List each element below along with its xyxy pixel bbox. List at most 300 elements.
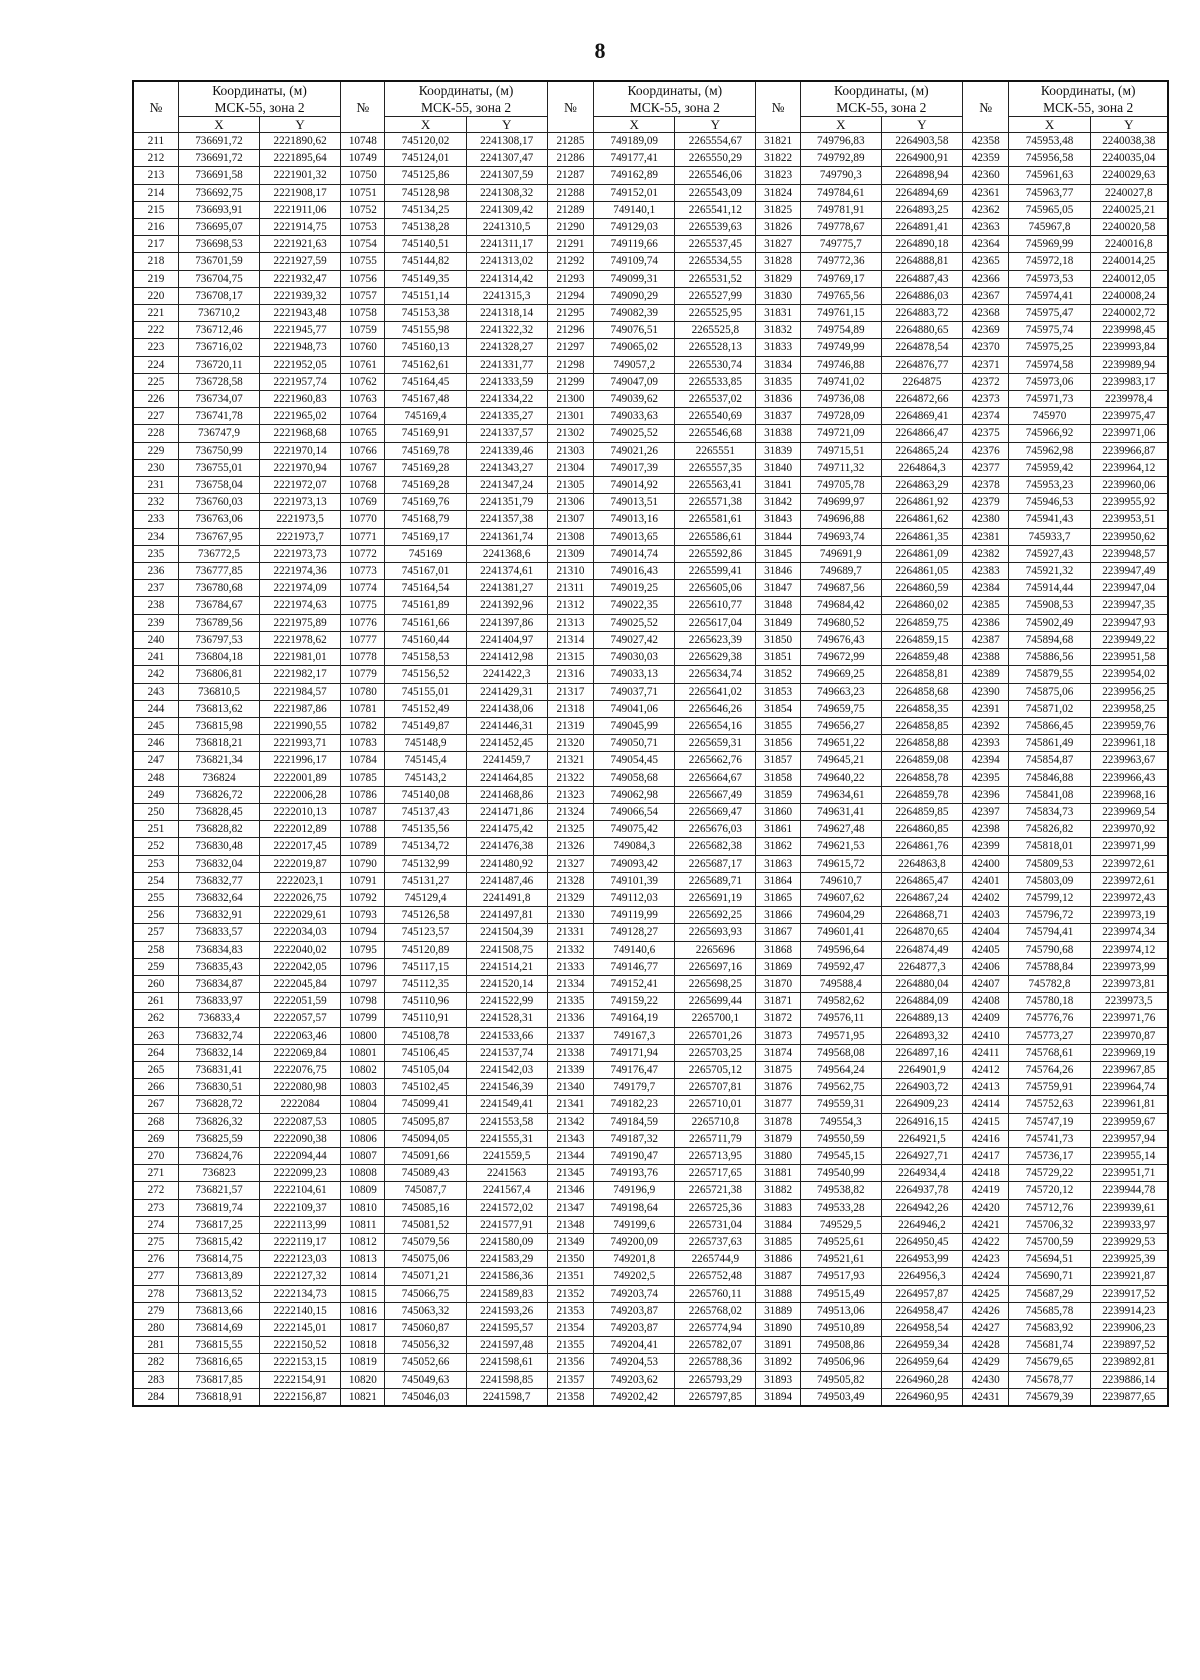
point-number-cell: 31843 xyxy=(756,511,800,528)
x-coordinate-cell: 736814,69 xyxy=(178,1320,259,1337)
x-coordinate-cell: 745679,39 xyxy=(1009,1388,1090,1406)
x-coordinate-cell: 745148,9 xyxy=(385,735,466,752)
x-coordinate-cell: 749022,35 xyxy=(594,597,675,614)
table-row xyxy=(133,1010,1168,1027)
x-coordinate-cell: 745973,06 xyxy=(1009,373,1090,390)
point-number-cell: 21303 xyxy=(547,442,594,459)
table-row xyxy=(133,683,1168,700)
y-coordinate-cell: 2264874,49 xyxy=(881,941,962,958)
column-header-coordinates xyxy=(594,81,756,117)
x-coordinate-cell: 736797,53 xyxy=(178,631,259,648)
point-number-cell: 31849 xyxy=(756,614,800,631)
point-number-cell: 21326 xyxy=(547,838,594,855)
y-coordinate-cell: 2221890,62 xyxy=(260,133,341,150)
x-coordinate-cell: 745679,65 xyxy=(1009,1354,1090,1371)
table-row xyxy=(133,253,1168,270)
point-number-cell: 42384 xyxy=(962,580,1009,597)
point-number-cell: 21318 xyxy=(547,700,594,717)
x-coordinate-cell: 745091,66 xyxy=(385,1147,466,1164)
y-coordinate-cell: 2222134,73 xyxy=(260,1285,341,1302)
x-coordinate-cell: 736704,75 xyxy=(178,270,259,287)
x-coordinate-cell: 745712,76 xyxy=(1009,1199,1090,1216)
y-coordinate-cell: 2239983,17 xyxy=(1090,373,1168,390)
y-coordinate-cell: 2239966,87 xyxy=(1090,442,1168,459)
x-coordinate-cell: 736772,5 xyxy=(178,545,259,562)
point-number-cell: 42414 xyxy=(962,1096,1009,1113)
y-coordinate-cell: 2222026,75 xyxy=(260,889,341,906)
y-coordinate-cell: 2222006,28 xyxy=(260,786,341,803)
x-coordinate-cell: 749749,99 xyxy=(800,339,881,356)
y-coordinate-cell: 2222090,38 xyxy=(260,1130,341,1147)
y-coordinate-cell: 2241333,59 xyxy=(466,373,547,390)
y-coordinate-cell: 2241315,3 xyxy=(466,287,547,304)
x-coordinate-cell: 745834,73 xyxy=(1009,803,1090,820)
x-coordinate-cell: 736832,74 xyxy=(178,1027,259,1044)
y-coordinate-cell: 2241522,99 xyxy=(466,993,547,1010)
x-coordinate-cell: 745071,21 xyxy=(385,1268,466,1285)
x-coordinate-cell: 749199,6 xyxy=(594,1216,675,1233)
point-number-cell: 247 xyxy=(133,752,178,769)
coordinates-label: Координаты, (м) xyxy=(418,83,514,98)
y-coordinate-cell: 2239989,94 xyxy=(1090,356,1168,373)
y-coordinate-cell: 2265782,07 xyxy=(675,1337,756,1354)
point-number-cell: 265 xyxy=(133,1061,178,1078)
table-row xyxy=(133,219,1168,236)
table-row xyxy=(133,184,1168,201)
y-coordinate-cell: 2265605,06 xyxy=(675,580,756,597)
y-coordinate-cell: 2241491,8 xyxy=(466,889,547,906)
y-coordinate-cell: 2265563,41 xyxy=(675,477,756,494)
point-number-cell: 10771 xyxy=(341,528,385,545)
point-number-cell: 31839 xyxy=(756,442,800,459)
x-coordinate-cell: 745975,74 xyxy=(1009,322,1090,339)
point-number-cell: 279 xyxy=(133,1302,178,1319)
x-coordinate-cell: 749693,74 xyxy=(800,528,881,545)
y-coordinate-cell: 2264860,59 xyxy=(881,580,962,597)
x-coordinate-cell: 749119,66 xyxy=(594,236,675,253)
x-coordinate-cell: 745902,49 xyxy=(1009,614,1090,631)
x-coordinate-cell: 749033,63 xyxy=(594,408,675,425)
y-coordinate-cell: 2241339,46 xyxy=(466,442,547,459)
point-number-cell: 10755 xyxy=(341,253,385,270)
y-coordinate-cell: 2221973,73 xyxy=(260,545,341,562)
x-coordinate-cell: 745089,43 xyxy=(385,1165,466,1182)
page-number: 8 xyxy=(594,38,606,63)
point-number-cell: 42368 xyxy=(962,305,1009,322)
y-coordinate-cell: 2265699,44 xyxy=(675,993,756,1010)
point-number-cell: 10802 xyxy=(341,1061,385,1078)
x-coordinate-cell: 745741,73 xyxy=(1009,1130,1090,1147)
y-coordinate-cell: 2241497,81 xyxy=(466,907,547,924)
y-coordinate-cell: 2265554,67 xyxy=(675,133,756,150)
x-coordinate-cell: 749765,56 xyxy=(800,287,881,304)
point-number-cell: 21352 xyxy=(547,1285,594,1302)
x-coordinate-cell: 745144,82 xyxy=(385,253,466,270)
x-coordinate-cell: 745158,53 xyxy=(385,649,466,666)
point-number-cell: 21311 xyxy=(547,580,594,597)
y-coordinate-cell: 2264875 xyxy=(881,373,962,390)
table-row xyxy=(133,305,1168,322)
x-coordinate-cell: 736828,45 xyxy=(178,803,259,820)
y-coordinate-cell: 2241514,21 xyxy=(466,958,547,975)
table-row xyxy=(133,872,1168,889)
point-number-cell: 257 xyxy=(133,924,178,941)
x-coordinate-cell: 745167,48 xyxy=(385,391,466,408)
table-row xyxy=(133,1302,1168,1319)
table-row xyxy=(133,717,1168,734)
y-coordinate-cell: 2264946,2 xyxy=(881,1216,962,1233)
x-coordinate-cell: 745972,18 xyxy=(1009,253,1090,270)
point-number-cell: 10820 xyxy=(341,1371,385,1388)
table-row xyxy=(133,408,1168,425)
y-coordinate-cell: 2222123,03 xyxy=(260,1251,341,1268)
y-coordinate-cell: 2264858,88 xyxy=(881,735,962,752)
point-number-cell: 21302 xyxy=(547,425,594,442)
x-coordinate-cell: 736832,04 xyxy=(178,855,259,872)
point-number-cell: 21332 xyxy=(547,941,594,958)
y-coordinate-cell: 2264861,92 xyxy=(881,494,962,511)
y-coordinate-cell: 2239921,87 xyxy=(1090,1268,1168,1285)
point-number-cell: 42361 xyxy=(962,184,1009,201)
x-coordinate-cell: 749592,47 xyxy=(800,958,881,975)
x-coordinate-cell: 745135,56 xyxy=(385,821,466,838)
x-coordinate-cell: 745129,4 xyxy=(385,889,466,906)
point-number-cell: 42371 xyxy=(962,356,1009,373)
point-number-cell: 31837 xyxy=(756,408,800,425)
y-coordinate-cell: 2265669,47 xyxy=(675,803,756,820)
point-number-cell: 42366 xyxy=(962,270,1009,287)
x-coordinate-cell: 749203,87 xyxy=(594,1320,675,1337)
y-coordinate-cell: 2241397,86 xyxy=(466,614,547,631)
y-coordinate-cell: 2239973,99 xyxy=(1090,958,1168,975)
x-coordinate-cell: 745790,68 xyxy=(1009,941,1090,958)
x-coordinate-cell: 749545,15 xyxy=(800,1147,881,1164)
y-coordinate-cell: 2265693,93 xyxy=(675,924,756,941)
x-coordinate-cell: 736720,11 xyxy=(178,356,259,373)
y-coordinate-cell: 2265581,61 xyxy=(675,511,756,528)
point-number-cell: 31893 xyxy=(756,1371,800,1388)
x-coordinate-cell: 745161,89 xyxy=(385,597,466,614)
point-number-cell: 21309 xyxy=(547,545,594,562)
y-coordinate-cell: 2240014,25 xyxy=(1090,253,1168,270)
x-coordinate-cell: 745706,32 xyxy=(1009,1216,1090,1233)
y-coordinate-cell: 2221927,59 xyxy=(260,253,341,270)
x-coordinate-cell: 745060,87 xyxy=(385,1320,466,1337)
y-coordinate-cell: 2221990,55 xyxy=(260,717,341,734)
x-coordinate-cell: 749184,59 xyxy=(594,1113,675,1130)
x-coordinate-cell: 749781,91 xyxy=(800,201,881,218)
y-coordinate-cell: 2239948,57 xyxy=(1090,545,1168,562)
x-coordinate-cell: 749119,99 xyxy=(594,907,675,924)
point-number-cell: 10815 xyxy=(341,1285,385,1302)
point-number-cell: 31852 xyxy=(756,666,800,683)
point-number-cell: 31857 xyxy=(756,752,800,769)
x-coordinate-cell: 736830,48 xyxy=(178,838,259,855)
y-coordinate-cell: 2264858,68 xyxy=(881,683,962,700)
y-coordinate-cell: 2222023,1 xyxy=(260,872,341,889)
y-coordinate-cell: 2264869,41 xyxy=(881,408,962,425)
point-number-cell: 10793 xyxy=(341,907,385,924)
point-number-cell: 31878 xyxy=(756,1113,800,1130)
x-coordinate-cell: 745152,49 xyxy=(385,700,466,717)
y-coordinate-cell: 2264921,5 xyxy=(881,1130,962,1147)
point-number-cell: 21348 xyxy=(547,1216,594,1233)
y-coordinate-cell: 2222080,98 xyxy=(260,1079,341,1096)
point-number-cell: 42385 xyxy=(962,597,1009,614)
y-coordinate-cell: 2222063,46 xyxy=(260,1027,341,1044)
point-number-cell: 42362 xyxy=(962,201,1009,218)
y-coordinate-cell: 2239968,16 xyxy=(1090,786,1168,803)
y-coordinate-cell: 2222113,99 xyxy=(260,1216,341,1233)
point-number-cell: 252 xyxy=(133,838,178,855)
point-number-cell: 42408 xyxy=(962,993,1009,1010)
table-row xyxy=(133,1182,1168,1199)
y-coordinate-cell: 2221952,05 xyxy=(260,356,341,373)
point-number-cell: 10754 xyxy=(341,236,385,253)
x-coordinate-cell: 749200,09 xyxy=(594,1234,675,1251)
y-coordinate-cell: 2264861,62 xyxy=(881,511,962,528)
point-number-cell: 42387 xyxy=(962,631,1009,648)
point-number-cell: 10775 xyxy=(341,597,385,614)
x-coordinate-cell: 736784,67 xyxy=(178,597,259,614)
y-coordinate-cell: 2239886,14 xyxy=(1090,1371,1168,1388)
y-coordinate-cell: 2265551 xyxy=(675,442,756,459)
x-coordinate-cell: 736834,87 xyxy=(178,975,259,992)
point-number-cell: 273 xyxy=(133,1199,178,1216)
point-number-cell: 240 xyxy=(133,631,178,648)
y-coordinate-cell: 2264901,9 xyxy=(881,1061,962,1078)
point-number-cell: 42406 xyxy=(962,958,1009,975)
point-number-cell: 31864 xyxy=(756,872,800,889)
y-coordinate-cell: 2222087,53 xyxy=(260,1113,341,1130)
point-number-cell: 42417 xyxy=(962,1147,1009,1164)
point-number-cell: 42377 xyxy=(962,459,1009,476)
x-coordinate-cell: 745151,14 xyxy=(385,287,466,304)
y-coordinate-cell: 2265530,74 xyxy=(675,356,756,373)
x-coordinate-cell: 745963,77 xyxy=(1009,184,1090,201)
y-coordinate-cell: 2239973,81 xyxy=(1090,975,1168,992)
x-coordinate-cell: 745087,7 xyxy=(385,1182,466,1199)
point-number-cell: 31840 xyxy=(756,459,800,476)
point-number-cell: 226 xyxy=(133,391,178,408)
x-coordinate-cell: 745052,66 xyxy=(385,1354,466,1371)
x-coordinate-cell: 736817,85 xyxy=(178,1371,259,1388)
y-coordinate-cell: 2264900,91 xyxy=(881,150,962,167)
x-coordinate-cell: 749689,7 xyxy=(800,563,881,580)
column-header-y: Y xyxy=(1090,117,1168,133)
point-number-cell: 21357 xyxy=(547,1371,594,1388)
x-coordinate-cell: 749062,98 xyxy=(594,786,675,803)
y-coordinate-cell: 2239892,81 xyxy=(1090,1354,1168,1371)
y-coordinate-cell: 2239972,61 xyxy=(1090,872,1168,889)
point-number-cell: 21290 xyxy=(547,219,594,236)
y-coordinate-cell: 2240029,63 xyxy=(1090,167,1168,184)
x-coordinate-cell: 736818,21 xyxy=(178,735,259,752)
y-coordinate-cell: 2222145,01 xyxy=(260,1320,341,1337)
x-coordinate-cell: 749128,27 xyxy=(594,924,675,941)
x-coordinate-cell: 736710,2 xyxy=(178,305,259,322)
x-coordinate-cell: 749019,25 xyxy=(594,580,675,597)
y-coordinate-cell: 2264959,34 xyxy=(881,1337,962,1354)
point-number-cell: 232 xyxy=(133,494,178,511)
x-coordinate-cell: 745818,01 xyxy=(1009,838,1090,855)
y-coordinate-cell: 2240012,05 xyxy=(1090,270,1168,287)
table-header xyxy=(133,81,1168,133)
x-coordinate-cell: 745826,82 xyxy=(1009,821,1090,838)
x-coordinate-cell: 749645,21 xyxy=(800,752,881,769)
x-coordinate-cell: 749027,42 xyxy=(594,631,675,648)
x-coordinate-cell: 745079,56 xyxy=(385,1234,466,1251)
y-coordinate-cell: 2221974,36 xyxy=(260,563,341,580)
y-coordinate-cell: 2239925,39 xyxy=(1090,1251,1168,1268)
y-coordinate-cell: 2264863,8 xyxy=(881,855,962,872)
table-row xyxy=(133,167,1168,184)
point-number-cell: 255 xyxy=(133,889,178,906)
y-coordinate-cell: 2239960,06 xyxy=(1090,477,1168,494)
y-coordinate-cell: 2222084 xyxy=(260,1096,341,1113)
y-coordinate-cell: 2241351,79 xyxy=(466,494,547,511)
table-row xyxy=(133,511,1168,528)
point-number-cell: 10756 xyxy=(341,270,385,287)
point-number-cell: 42398 xyxy=(962,821,1009,838)
x-coordinate-cell: 745099,41 xyxy=(385,1096,466,1113)
point-number-cell: 42393 xyxy=(962,735,1009,752)
y-coordinate-cell: 2239947,49 xyxy=(1090,563,1168,580)
x-coordinate-cell: 745128,98 xyxy=(385,184,466,201)
x-coordinate-cell: 749663,23 xyxy=(800,683,881,700)
y-coordinate-cell: 2264927,71 xyxy=(881,1147,962,1164)
point-number-cell: 42407 xyxy=(962,975,1009,992)
y-coordinate-cell: 2239993,84 xyxy=(1090,339,1168,356)
x-coordinate-cell: 745841,08 xyxy=(1009,786,1090,803)
x-coordinate-cell: 749189,09 xyxy=(594,133,675,150)
y-coordinate-cell: 2264884,09 xyxy=(881,993,962,1010)
point-number-cell: 42430 xyxy=(962,1371,1009,1388)
x-coordinate-cell: 749075,42 xyxy=(594,821,675,838)
y-coordinate-cell: 2241537,74 xyxy=(466,1044,547,1061)
point-number-cell: 249 xyxy=(133,786,178,803)
table-row xyxy=(133,803,1168,820)
y-coordinate-cell: 2264858,35 xyxy=(881,700,962,717)
column-header-x: X xyxy=(385,117,466,133)
y-coordinate-cell: 2264858,78 xyxy=(881,769,962,786)
x-coordinate-cell: 749171,94 xyxy=(594,1044,675,1061)
y-coordinate-cell: 2239970,92 xyxy=(1090,821,1168,838)
y-coordinate-cell: 2239906,23 xyxy=(1090,1320,1168,1337)
x-coordinate-cell: 736833,4 xyxy=(178,1010,259,1027)
point-number-cell: 42425 xyxy=(962,1285,1009,1302)
x-coordinate-cell: 745155,98 xyxy=(385,322,466,339)
point-number-cell: 21304 xyxy=(547,459,594,476)
point-number-cell: 10768 xyxy=(341,477,385,494)
point-number-cell: 222 xyxy=(133,322,178,339)
point-number-cell: 21308 xyxy=(547,528,594,545)
y-coordinate-cell: 2241583,29 xyxy=(466,1251,547,1268)
point-number-cell: 21342 xyxy=(547,1113,594,1130)
x-coordinate-cell: 749792,89 xyxy=(800,150,881,167)
x-coordinate-cell: 745066,75 xyxy=(385,1285,466,1302)
x-coordinate-cell: 749691,9 xyxy=(800,545,881,562)
y-coordinate-cell: 2221968,68 xyxy=(260,425,341,442)
y-coordinate-cell: 2264903,72 xyxy=(881,1079,962,1096)
y-coordinate-cell: 2241593,26 xyxy=(466,1302,547,1319)
table-row xyxy=(133,821,1168,838)
x-coordinate-cell: 749503,49 xyxy=(800,1388,881,1406)
x-coordinate-cell: 749016,43 xyxy=(594,563,675,580)
x-coordinate-cell: 749014,92 xyxy=(594,477,675,494)
y-coordinate-cell: 2265586,61 xyxy=(675,528,756,545)
point-number-cell: 10809 xyxy=(341,1182,385,1199)
y-coordinate-cell: 2241307,59 xyxy=(466,167,547,184)
y-coordinate-cell: 2265540,69 xyxy=(675,408,756,425)
point-number-cell: 42369 xyxy=(962,322,1009,339)
point-number-cell: 10791 xyxy=(341,872,385,889)
column-header-number: № xyxy=(133,81,178,133)
point-number-cell: 42365 xyxy=(962,253,1009,270)
x-coordinate-cell: 749604,29 xyxy=(800,907,881,924)
table-row xyxy=(133,133,1168,150)
point-number-cell: 42378 xyxy=(962,477,1009,494)
point-number-cell: 31868 xyxy=(756,941,800,958)
y-coordinate-cell: 2241438,06 xyxy=(466,700,547,717)
x-coordinate-cell: 749176,47 xyxy=(594,1061,675,1078)
x-coordinate-cell: 745914,44 xyxy=(1009,580,1090,597)
y-coordinate-cell: 2222140,15 xyxy=(260,1302,341,1319)
x-coordinate-cell: 736819,74 xyxy=(178,1199,259,1216)
y-coordinate-cell: 2239972,43 xyxy=(1090,889,1168,906)
point-number-cell: 42405 xyxy=(962,941,1009,958)
point-number-cell: 237 xyxy=(133,580,178,597)
table-row xyxy=(133,907,1168,924)
table-row xyxy=(133,855,1168,872)
point-number-cell: 10803 xyxy=(341,1079,385,1096)
x-coordinate-cell: 749588,4 xyxy=(800,975,881,992)
point-number-cell: 21313 xyxy=(547,614,594,631)
x-coordinate-cell: 749559,31 xyxy=(800,1096,881,1113)
x-coordinate-cell: 745095,87 xyxy=(385,1113,466,1130)
point-number-cell: 42359 xyxy=(962,150,1009,167)
x-coordinate-cell: 749784,61 xyxy=(800,184,881,201)
point-number-cell: 42421 xyxy=(962,1216,1009,1233)
x-coordinate-cell: 749676,43 xyxy=(800,631,881,648)
y-coordinate-cell: 2241309,42 xyxy=(466,201,547,218)
point-number-cell: 31879 xyxy=(756,1130,800,1147)
x-coordinate-cell: 749190,47 xyxy=(594,1147,675,1164)
y-coordinate-cell: 2241308,32 xyxy=(466,184,547,201)
x-coordinate-cell: 736777,85 xyxy=(178,563,259,580)
point-number-cell: 42396 xyxy=(962,786,1009,803)
x-coordinate-cell: 736828,72 xyxy=(178,1096,259,1113)
point-number-cell: 214 xyxy=(133,184,178,201)
table-row xyxy=(133,993,1168,1010)
y-coordinate-cell: 2221932,47 xyxy=(260,270,341,287)
y-coordinate-cell: 2265689,71 xyxy=(675,872,756,889)
point-number-cell: 31845 xyxy=(756,545,800,562)
point-number-cell: 10778 xyxy=(341,649,385,666)
point-number-cell: 211 xyxy=(133,133,178,150)
table-row xyxy=(133,1199,1168,1216)
point-number-cell: 42420 xyxy=(962,1199,1009,1216)
table-row xyxy=(133,1337,1168,1354)
x-coordinate-cell: 745164,54 xyxy=(385,580,466,597)
x-coordinate-cell: 749513,06 xyxy=(800,1302,881,1319)
x-coordinate-cell: 736813,62 xyxy=(178,700,259,717)
point-number-cell: 31870 xyxy=(756,975,800,992)
point-number-cell: 31871 xyxy=(756,993,800,1010)
point-number-cell: 21358 xyxy=(547,1388,594,1406)
y-coordinate-cell: 2265641,02 xyxy=(675,683,756,700)
x-coordinate-cell: 745153,38 xyxy=(385,305,466,322)
